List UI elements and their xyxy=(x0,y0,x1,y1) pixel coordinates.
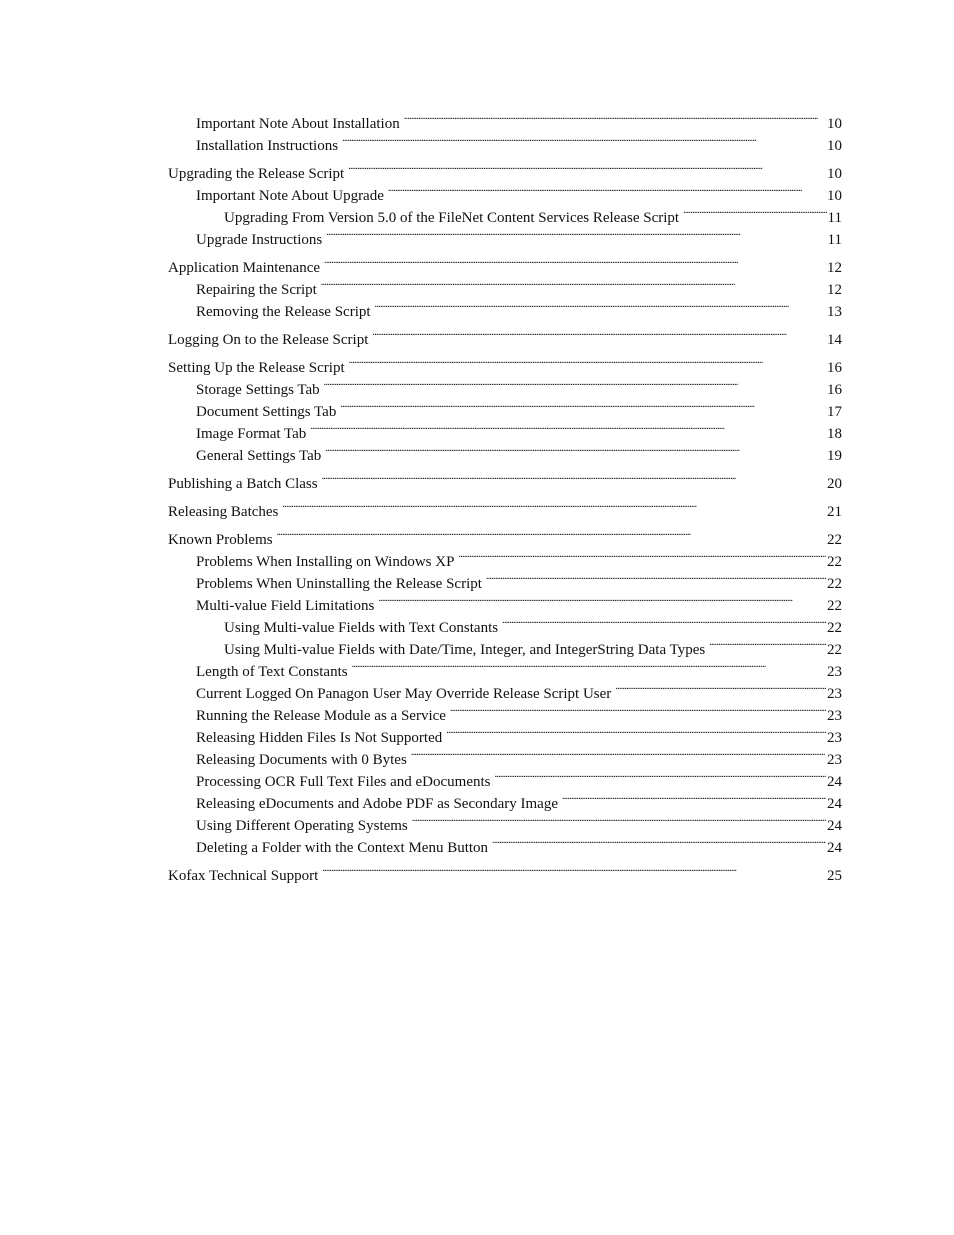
toc-entry-title: Using Multi-value Fields with Date/Time, Integer, and IntegerString Data Types xyxy=(224,642,706,658)
toc-entry-title: Using Different Operating Systems xyxy=(196,818,408,834)
toc-entry-page-number: 12 xyxy=(827,260,842,276)
toc-dot-leader xyxy=(322,858,826,880)
toc-entry-page-number: 17 xyxy=(827,404,842,420)
toc-dot-leader xyxy=(562,786,826,808)
toc-entry-page-number: 13 xyxy=(827,304,842,320)
toc-entry-page-number: 14 xyxy=(827,332,842,348)
toc-dot-leader xyxy=(321,272,826,294)
toc-dot-leader xyxy=(277,522,826,544)
table-of-contents xyxy=(168,106,842,884)
toc-dot-leader xyxy=(324,372,826,394)
toc-dot-leader xyxy=(378,588,826,610)
toc-entry-title: Releasing eDocuments and Adobe PDF as Secondary Image xyxy=(196,796,558,812)
toc-entry-title: Current Logged On Panagon User May Override Release Script User xyxy=(196,686,612,702)
toc-entry-title: Important Note About Upgrade xyxy=(196,188,384,204)
toc-dot-leader xyxy=(450,698,826,720)
toc-entry-page-number: 22 xyxy=(827,576,842,592)
toc-entry[interactable] xyxy=(168,250,842,276)
toc-dot-leader xyxy=(352,654,826,676)
toc-entry[interactable] xyxy=(168,350,842,376)
toc-dot-leader xyxy=(375,294,826,316)
toc-entry-page-number: 19 xyxy=(827,448,842,464)
toc-dot-leader xyxy=(404,106,826,128)
toc-entry-page-number: 20 xyxy=(827,476,842,492)
toc-dot-leader xyxy=(340,394,826,416)
toc-entry-page-number: 22 xyxy=(827,642,842,658)
toc-entry-title: Upgrade Instructions xyxy=(196,232,323,248)
toc-entry-page-number: 24 xyxy=(827,840,842,856)
toc-entry-title: Repairing the Script xyxy=(196,282,317,298)
toc-entry-page-number: 22 xyxy=(827,620,842,636)
toc-dot-leader xyxy=(709,632,826,654)
toc-dot-leader xyxy=(282,494,826,516)
toc-entry-title: Kofax Technical Support xyxy=(168,868,319,884)
toc-entry-title: Problems When Uninstalling the Release Script xyxy=(196,576,482,592)
toc-entry-page-number: 16 xyxy=(827,382,842,398)
toc-entry-title: Problems When Installing on Windows XP xyxy=(196,554,455,570)
toc-entry-title: Upgrading From Version 5.0 of the FileNet Content Services Release Script xyxy=(224,210,680,226)
toc-dot-leader xyxy=(325,438,826,460)
toc-entry-page-number: 24 xyxy=(827,774,842,790)
toc-dot-leader xyxy=(388,178,826,200)
toc-entry-page-number: 21 xyxy=(827,504,842,520)
toc-entry-page-number: 25 xyxy=(827,868,842,884)
toc-entry-title: Installation Instructions xyxy=(196,138,339,154)
toc-dot-leader xyxy=(492,830,826,852)
toc-entry-title: Running the Release Module as a Service xyxy=(196,708,446,724)
toc-dot-leader xyxy=(446,720,826,742)
toc-entry-page-number: 11 xyxy=(827,210,842,226)
toc-dot-leader xyxy=(683,200,826,222)
toc-entry-page-number: 22 xyxy=(827,532,842,548)
toc-dot-leader xyxy=(324,250,826,272)
toc-entry-page-number: 22 xyxy=(827,598,842,614)
toc-entry-title: Releasing Batches xyxy=(168,504,279,520)
toc-dot-leader xyxy=(502,610,826,632)
toc-entry-title: Multi-value Field Limitations xyxy=(196,598,375,614)
toc-dot-leader xyxy=(326,222,826,244)
toc-entry-title: Application Maintenance xyxy=(168,260,321,276)
toc-entry[interactable] xyxy=(168,466,842,492)
toc-entry-page-number: 22 xyxy=(827,554,842,570)
toc-entry-page-number: 24 xyxy=(827,818,842,834)
toc-entry-page-number: 23 xyxy=(827,730,842,746)
toc-entry[interactable] xyxy=(168,494,842,520)
toc-entry-title: Logging On to the Release Script xyxy=(168,332,369,348)
toc-entry-page-number: 23 xyxy=(827,752,842,768)
toc-entry-page-number: 23 xyxy=(827,664,842,680)
toc-entry[interactable] xyxy=(168,156,842,182)
toc-dot-leader xyxy=(411,742,826,764)
toc-entry[interactable] xyxy=(168,522,842,548)
toc-dot-leader xyxy=(322,466,826,488)
toc-entry-page-number: 12 xyxy=(827,282,842,298)
toc-entry-page-number: 23 xyxy=(827,686,842,702)
toc-entry[interactable] xyxy=(168,322,842,348)
toc-entry-title: Using Multi-value Fields with Text Constants xyxy=(224,620,499,636)
toc-entry-page-number: 10 xyxy=(827,138,842,154)
toc-dot-leader xyxy=(495,764,827,786)
toc-entry-page-number: 23 xyxy=(827,708,842,724)
toc-entry-title: Processing OCR Full Text Files and eDocuments xyxy=(196,774,491,790)
toc-dot-leader xyxy=(348,156,826,178)
toc-entry-title: General Settings Tab xyxy=(196,448,322,464)
toc-dot-leader xyxy=(412,808,826,830)
toc-entry-title: Upgrading the Release Script xyxy=(168,166,345,182)
toc-entry-page-number: 24 xyxy=(827,796,842,812)
toc-entry-page-number: 10 xyxy=(827,166,842,182)
toc-entry-title: Known Problems xyxy=(168,532,273,548)
toc-dot-leader xyxy=(342,128,826,150)
toc-dot-leader xyxy=(372,322,826,344)
toc-entry-page-number: 11 xyxy=(827,232,842,248)
toc-entry-title: Releasing Hidden Files Is Not Supported xyxy=(196,730,443,746)
toc-entry-title: Releasing Documents with 0 Bytes xyxy=(196,752,407,768)
toc-entry-title: Publishing a Batch Class xyxy=(168,476,318,492)
toc-entry-page-number: 10 xyxy=(827,116,842,132)
toc-entry-title: Removing the Release Script xyxy=(196,304,371,320)
toc-entry-title: Important Note About Installation xyxy=(196,116,400,132)
toc-entry-title: Length of Text Constants xyxy=(196,664,348,680)
toc-entry-title: Storage Settings Tab xyxy=(196,382,320,398)
toc-entry-title: Document Settings Tab xyxy=(196,404,337,420)
toc-entry-title: Setting Up the Release Script xyxy=(168,360,345,376)
toc-entry[interactable] xyxy=(168,106,842,132)
toc-dot-leader xyxy=(458,544,826,566)
toc-dot-leader xyxy=(486,566,826,588)
toc-entry[interactable] xyxy=(168,858,842,884)
toc-entry-page-number: 18 xyxy=(827,426,842,442)
toc-entry-page-number: 16 xyxy=(827,360,842,376)
toc-dot-leader xyxy=(310,416,826,438)
toc-dot-leader xyxy=(349,350,826,372)
toc-dot-leader xyxy=(615,676,826,698)
toc-entry-title: Deleting a Folder with the Context Menu Button xyxy=(196,840,489,856)
toc-entry-page-number: 10 xyxy=(827,188,842,204)
toc-entry-title: Image Format Tab xyxy=(196,426,307,442)
